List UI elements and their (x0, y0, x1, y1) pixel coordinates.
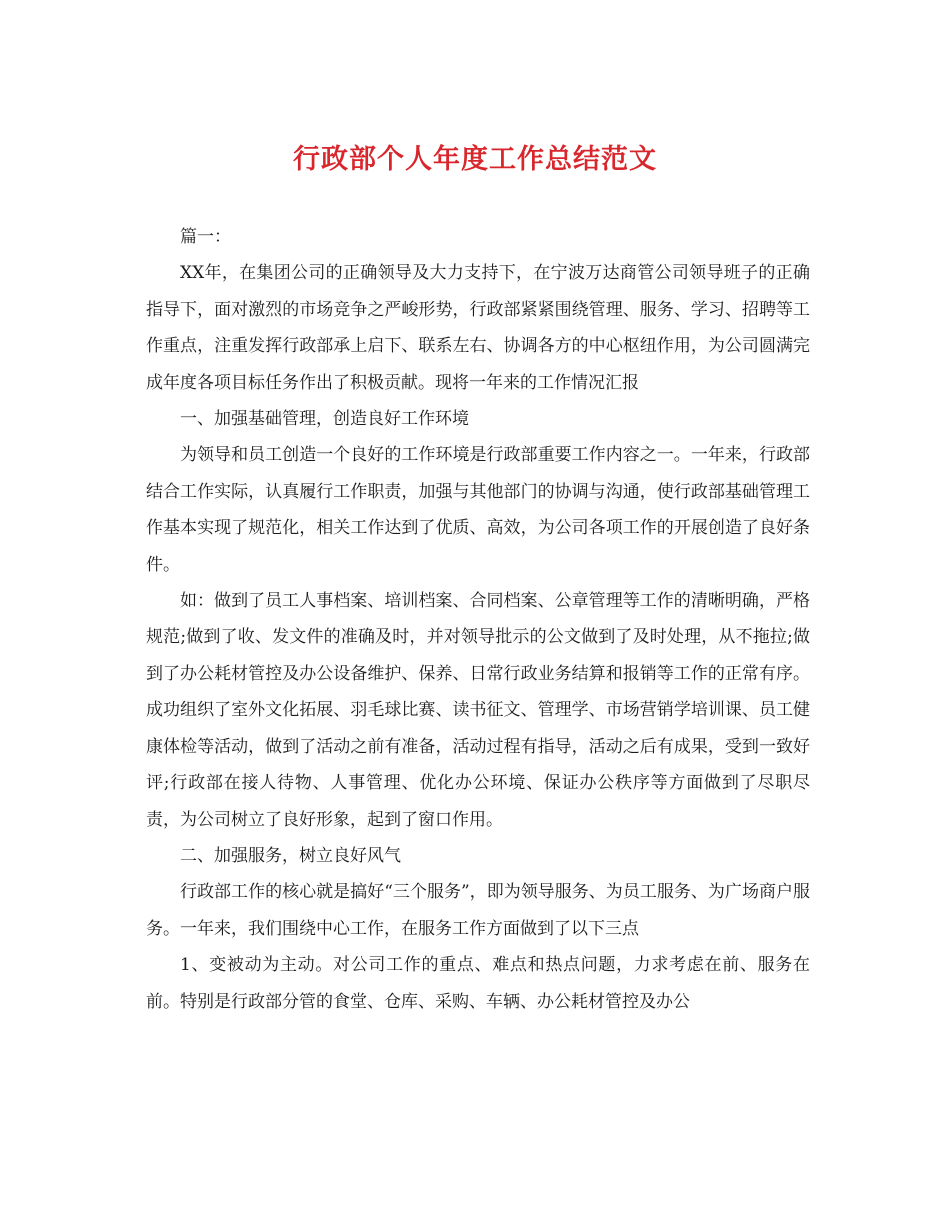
paragraph-intro: XX年，在集团公司的正确领导及大力支持下，在宁波万达商管公司领导班子的正确指导下，面对激烈的市场竞争之严峻形势，行政部紧紧围绕管理、服务、学习、招聘等工作重点，注重发挥行政部承上启下、联系左右、协调各方的中心枢纽作用，为公司圆满完成年度各项目标任务作出了积极贡献。现将一年来的工作情况汇报 (146, 263, 810, 393)
paragraph: 1、变被动为主动。对公司工作的重点、难点和热点问题，力求考虑在前、服务在前。特别是行政部分管的食堂、仓库、采购、车辆、办公耗材管控及办公 (146, 955, 810, 1012)
section-heading-2: 二、加强服务，树立良好风气 (180, 845, 401, 866)
document-title: 行政部个人年度工作总结范文 (293, 144, 657, 175)
paragraph: 为领导和员工创造一个良好的工作环境是行政部重要工作内容之一。一年来，行政部结合工作实际，认真履行工作职责，加强与其他部门的协调与沟通，使行政部基础管理工作基本实现了规范化，相关工作达到了优质、高效，为公司各项工作的开展创造了良好条件。 (146, 445, 810, 575)
section-label: 篇一： (180, 227, 231, 247)
document-body (146, 219, 810, 1020)
paragraph: 行政部工作的核心就是搞好“三个服务”，即为领导服务、为员工服务、为广场商户服务。一年来，我们围绕中心工作，在服务工作方面做到了以下三点 (146, 882, 810, 939)
paragraph: 如：做到了员工人事档案、培训档案、合同档案、公章管理等工作的清晰明确，严格规范;做到了收、发文件的准确及时，并对领导批示的公文做到了及时处理，从不拖拉;做到了办公耗材管控及办公设备维护、保养、日常行政业务结算和报销等工作的正常有序。成功组织了室外文化拓展、羽毛球比赛、读书征文、管理学、市场营销学培训课、员工健康体检等活动，做到了活动之前有准备，活动过程有指导，活动之后有成果，受到一致好评;行政部在接人待物、人事管理、优化办公环境、保证办公秩序等方面做到了尽职尽责，为公司树立了良好形象，起到了窗口作用。 (146, 591, 810, 830)
section-heading-1: 一、加强基础管理，创造良好工作环境 (180, 409, 469, 430)
